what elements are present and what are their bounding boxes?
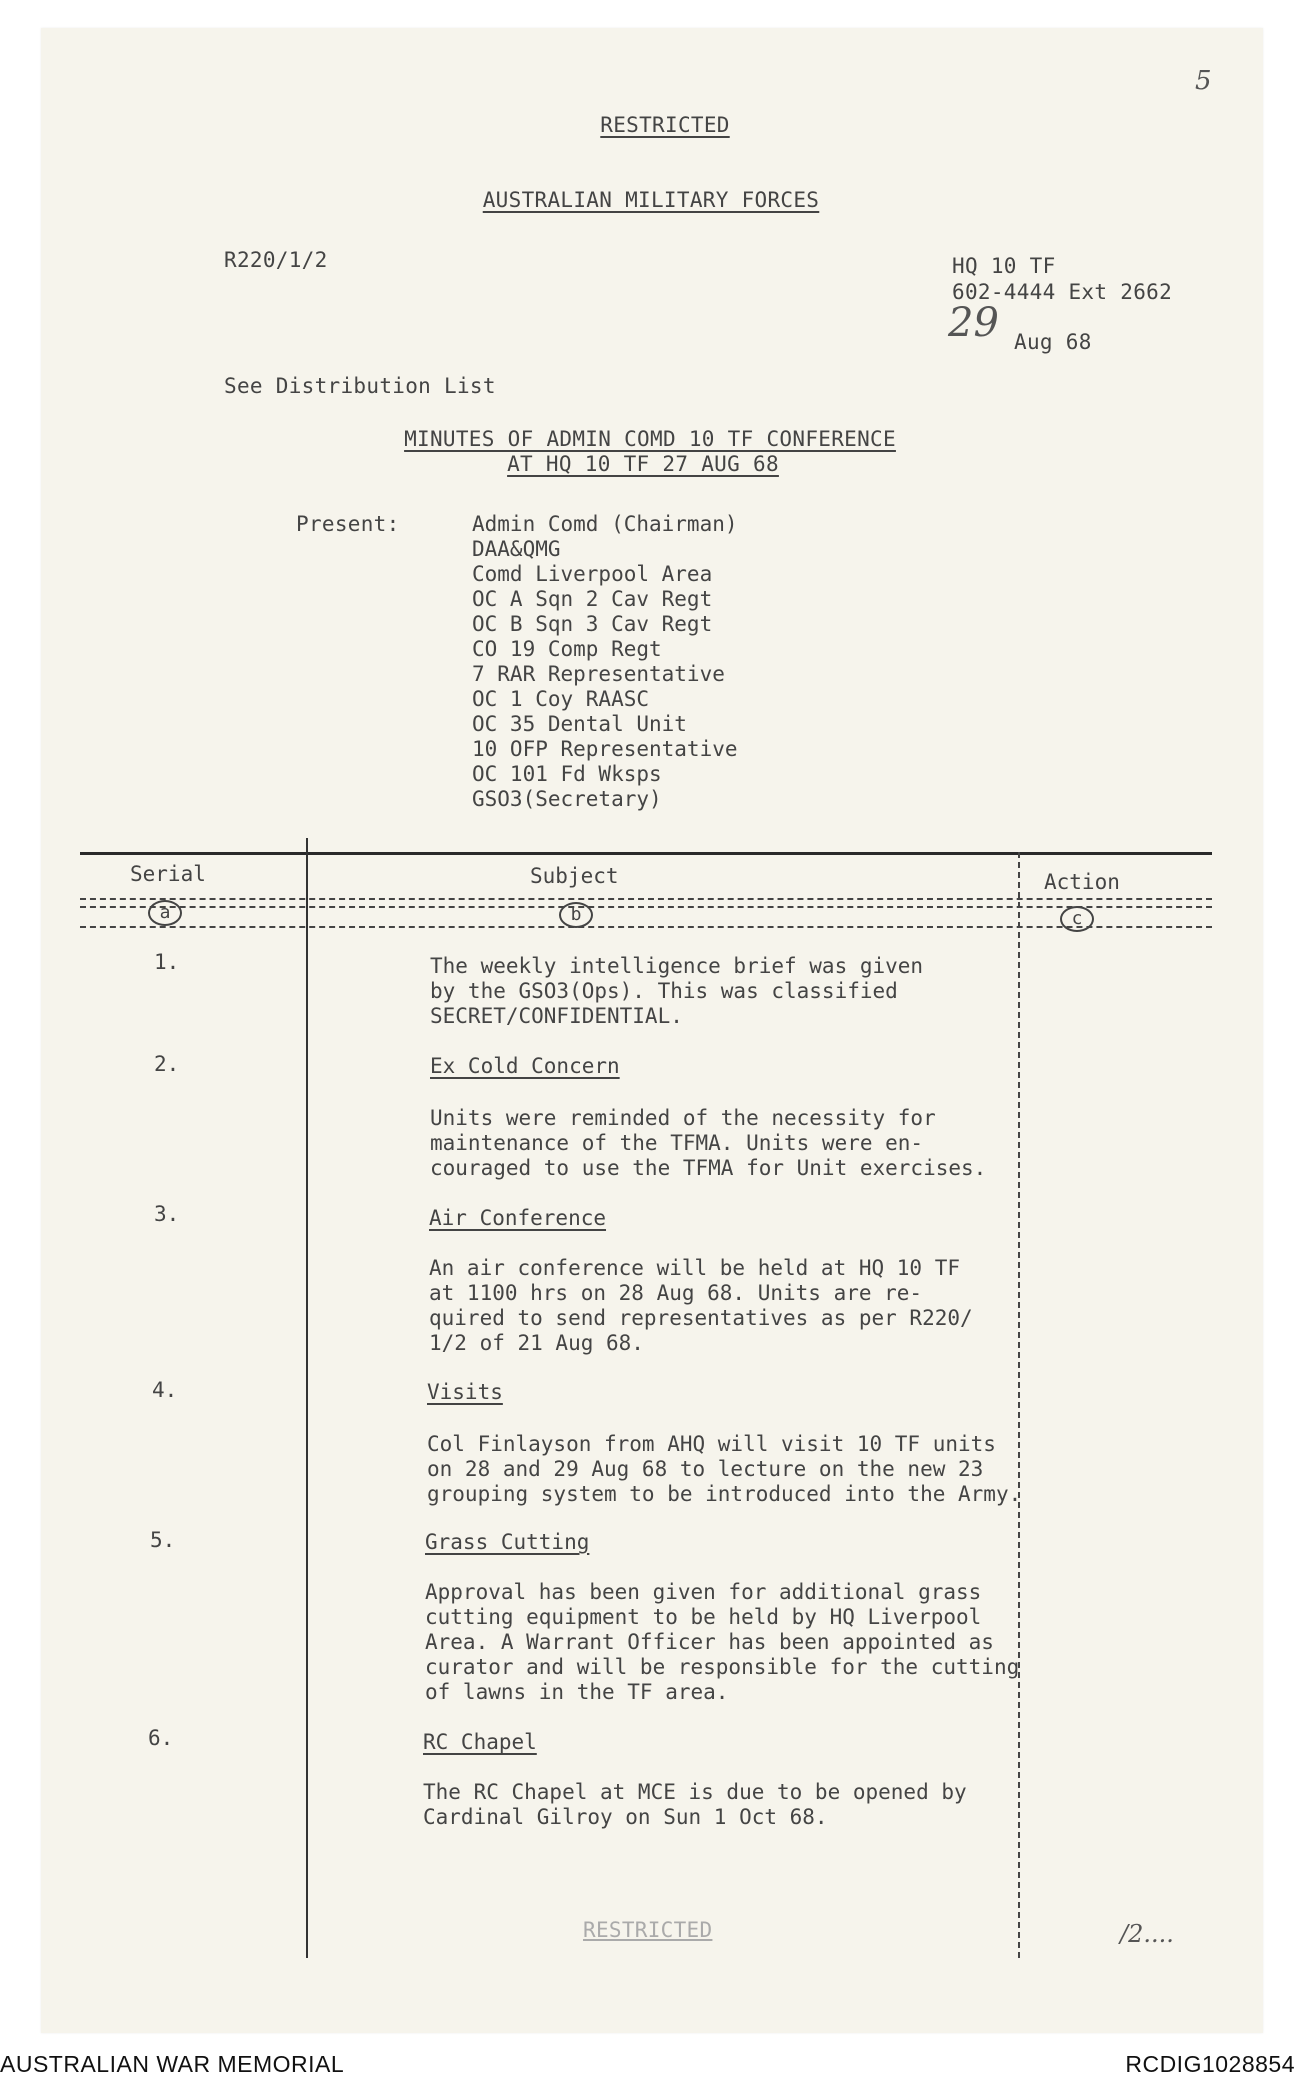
- footer-record-id: RCDIG1028854: [1125, 2051, 1295, 2077]
- row-serial: 3.: [154, 1202, 180, 1226]
- row-body: [427, 1432, 1022, 1507]
- title-line-1: MINUTES OF ADMIN COMD 10 TF CONFERENCE: [404, 427, 896, 451]
- present-item: OC A Sqn 2 Cav Regt: [472, 587, 713, 611]
- table-top-rule: [80, 852, 1212, 855]
- col-letter-c: c: [1060, 906, 1094, 932]
- body-line: couraged to use the TFMA for Unit exercises.: [430, 1156, 987, 1180]
- row-heading: Ex Cold Concern: [430, 1054, 620, 1078]
- handwritten-date: 29: [948, 300, 999, 346]
- body-line: Cardinal Gilroy on Sun 1 Oct 68.: [423, 1805, 828, 1829]
- col-letter-b: b: [559, 902, 593, 928]
- body-line: by the GSO3(Ops). This was classified: [430, 979, 898, 1003]
- present-item: OC 35 Dental Unit: [472, 712, 687, 736]
- body-line: cutting equipment to be held by HQ Liverpool: [425, 1605, 982, 1629]
- row-body: [425, 1580, 1020, 1705]
- table-header-rule-2: [80, 906, 1212, 908]
- footer-institution: AUSTRALIAN WAR MEMORIAL: [0, 2051, 345, 2077]
- body-line: Col Finlayson from AHQ will visit 10 TF units: [427, 1432, 996, 1456]
- row-serial: 4.: [152, 1378, 178, 1402]
- document-page: [41, 28, 1263, 2033]
- body-line: Units were reminded of the necessity for: [430, 1106, 936, 1130]
- body-line: on 28 and 29 Aug 68 to lecture on the new 23: [427, 1457, 984, 1481]
- body-line: grouping system to be introduced into the Army.: [427, 1482, 1022, 1506]
- table-header-rule-1: [80, 898, 1212, 900]
- present-item: CO 19 Comp Regt: [472, 637, 662, 661]
- body-line: An air conference will be held at HQ 10 TF: [429, 1256, 961, 1280]
- row-serial: 1.: [154, 950, 180, 974]
- sender-line-2: 602-4444 Ext 2662: [952, 280, 1173, 304]
- body-line: curator and will be responsible for the cutting: [425, 1655, 1020, 1679]
- present-item: Comd Liverpool Area: [472, 562, 713, 586]
- present-item: GSO3(Secretary): [472, 787, 662, 811]
- body-line: quired to send representatives as per R220/: [429, 1306, 973, 1330]
- body-line: Approval has been given for additional grass: [425, 1580, 982, 1604]
- body-line: Area. A Warrant Officer has been appointed as: [425, 1630, 994, 1654]
- classification-bottom: RESTRICTED: [583, 1918, 713, 1942]
- body-line: maintenance of the TFMA. Units were en-: [430, 1131, 924, 1155]
- body-line: The weekly intelligence brief was given: [430, 954, 924, 978]
- col-letter-a: a: [148, 900, 182, 926]
- col-header-serial: Serial: [130, 862, 206, 886]
- table-header-rule-3: [80, 926, 1212, 928]
- file-reference: R220/1/2: [224, 248, 328, 272]
- title-line-2: AT HQ 10 TF 27 AUG 68: [507, 452, 779, 476]
- continuation-mark: /2....: [1120, 1920, 1174, 1948]
- row-serial: 6.: [148, 1726, 174, 1750]
- body-line: SECRET/CONFIDENTIAL.: [430, 1004, 683, 1028]
- body-line: at 1100 hrs on 28 Aug 68. Units are re-: [429, 1281, 923, 1305]
- addressee: See Distribution List: [224, 374, 496, 398]
- row-body: [429, 1256, 1019, 1356]
- body-line: of lawns in the TF area.: [425, 1680, 729, 1704]
- page-number-handwritten: 5: [1195, 66, 1212, 96]
- org-heading: AUSTRALIAN MILITARY FORCES: [482, 188, 820, 212]
- body-line: The RC Chapel at MCE is due to be opened by: [423, 1780, 967, 1804]
- present-list: [472, 512, 738, 812]
- present-item: 7 RAR Representative: [472, 662, 725, 686]
- table-divider-ab: [306, 838, 308, 1958]
- present-item: DAA&QMG: [472, 537, 561, 561]
- present-item: OC B Sqn 3 Cav Regt: [472, 612, 713, 636]
- row-heading: Air Conference: [429, 1206, 607, 1230]
- row-serial: 2.: [154, 1052, 180, 1076]
- present-label: Present:: [296, 512, 400, 536]
- row-body: [430, 1106, 1020, 1181]
- row-body: [430, 954, 1020, 1029]
- date-typed: Aug 68: [1014, 330, 1092, 354]
- row-serial: 5.: [150, 1528, 176, 1552]
- row-heading: RC Chapel: [423, 1730, 537, 1754]
- present-item: OC 1 Coy RAASC: [472, 687, 650, 711]
- present-item: Admin Comd (Chairman): [472, 512, 738, 536]
- sender-line-1: HQ 10 TF: [952, 254, 1056, 278]
- row-body: [423, 1780, 1013, 1830]
- col-header-subject: Subject: [530, 864, 619, 888]
- col-header-action: Action: [1044, 870, 1120, 894]
- archive-footer: [0, 2048, 1303, 2082]
- row-heading: Visits: [427, 1380, 503, 1404]
- classification-top: RESTRICTED: [600, 113, 730, 137]
- present-item: 10 OFP Representative: [472, 737, 738, 761]
- body-line: 1/2 of 21 Aug 68.: [429, 1331, 644, 1355]
- present-item: OC 101 Fd Wksps: [472, 762, 662, 786]
- row-heading: Grass Cutting: [425, 1530, 590, 1554]
